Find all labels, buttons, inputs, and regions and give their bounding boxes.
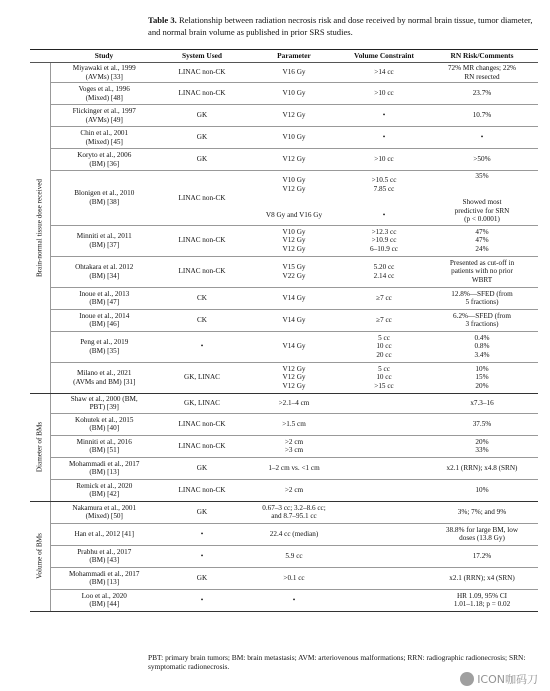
cell-volume	[342, 393, 426, 413]
table-row	[30, 63, 538, 83]
group-label-cell	[30, 501, 50, 611]
cell-study: Mohammadi et al., 2017 (BM) [13]	[50, 457, 158, 479]
cell-study: Mohammadi et al., 2017 (BM) [13]	[50, 567, 158, 589]
table-row	[30, 393, 538, 413]
cell-parameter: >0.1 cc	[246, 567, 342, 589]
cell-parameter: V10 Gy V12 Gy V8 Gy and V16 Gy	[246, 171, 342, 226]
cell-system: GK	[158, 127, 246, 149]
header-risk: RN Risk/Comments	[426, 50, 538, 63]
cell-parameter: 0.67–3 cc; 3.2–8.6 cc; and 8.7–95.1 cc	[246, 501, 342, 523]
cell-parameter: >2 cm	[246, 479, 342, 501]
cell-risk: x2.1 (RRN); x4 (SRN)	[426, 567, 538, 589]
caption-text: Relationship between radiation necrosis risk and dose received by normal brain tissue, tumor diameter, and normal brain volume as published in prior SRS studies.	[148, 15, 533, 37]
caption-label: Table 3.	[148, 15, 177, 25]
watermark-text: ICON咖码刀	[477, 673, 538, 686]
cell-system: LINAC non-CK	[158, 479, 246, 501]
table-row	[30, 523, 538, 545]
cell-risk: x7.3–16	[426, 393, 538, 413]
cell-study: Inoue et al., 2014 (BM) [46]	[50, 309, 158, 331]
cell-system: GK	[158, 501, 246, 523]
cell-volume	[342, 435, 426, 457]
cell-risk: 37.5%	[426, 413, 538, 435]
header-study: Study	[50, 50, 158, 63]
table-row	[30, 127, 538, 149]
header-volume: Volume Constraint	[342, 50, 426, 63]
cell-system: CK	[158, 309, 246, 331]
table-row	[30, 83, 538, 105]
cell-study: Nakamura et al., 2001 (Mixed) [50]	[50, 501, 158, 523]
cell-volume: >10.5 cc 7.85 cc •	[342, 171, 426, 226]
table-row	[30, 171, 538, 226]
table-header-row	[30, 50, 538, 63]
cell-parameter: V16 Gy	[246, 63, 342, 83]
table-row	[30, 287, 538, 309]
table-row	[30, 413, 538, 435]
cell-parameter: •	[246, 589, 342, 611]
cell-study: Remick et al., 2020 (BM) [42]	[50, 479, 158, 501]
cell-risk: HR 1.09, 95% CI 1.01–1.18; p = 0.02	[426, 589, 538, 611]
table-row	[30, 589, 538, 611]
cell-risk: 0.4% 0.8% 3.4%	[426, 331, 538, 362]
cell-system: •	[158, 545, 246, 567]
srs-table	[30, 49, 538, 612]
cell-risk: 35% Showed most predictive for SRN (p < 0.0001)	[426, 171, 538, 226]
cell-study: Voges et al., 1996 (Mixed) [48]	[50, 83, 158, 105]
cell-volume	[342, 457, 426, 479]
cell-system: LINAC non-CK	[158, 63, 246, 83]
cell-risk: 10%	[426, 479, 538, 501]
cell-risk: 17.2%	[426, 545, 538, 567]
cell-study: Ohtakara et al. 2012 (BM) [34]	[50, 256, 158, 287]
cell-system: •	[158, 331, 246, 362]
cell-study: Koryto et al., 2006 (BM) [36]	[50, 149, 158, 171]
cell-system: LINAC non-CK	[158, 83, 246, 105]
cell-volume: 5 cc 10 cc 20 cc	[342, 331, 426, 362]
cell-parameter: V10 Gy	[246, 127, 342, 149]
cell-volume: •	[342, 105, 426, 127]
table-row	[30, 149, 538, 171]
cell-study: Milano et al., 2021 (AVMs and BM) [31]	[50, 362, 158, 393]
cell-system: •	[158, 589, 246, 611]
cell-volume: >10 cc	[342, 83, 426, 105]
cell-study: Minniti et al., 2011 (BM) [37]	[50, 225, 158, 256]
group-label-cell	[30, 393, 50, 501]
table-row	[30, 362, 538, 393]
cell-risk: 47% 47% 24%	[426, 225, 538, 256]
table-body	[30, 63, 538, 612]
cell-study: Chin et al., 2001 (Mixed) [45]	[50, 127, 158, 149]
cell-volume: ≥7 cc	[342, 309, 426, 331]
cell-risk: 10.7%	[426, 105, 538, 127]
group-label-cell	[30, 63, 50, 394]
table-row	[30, 501, 538, 523]
cell-volume	[342, 567, 426, 589]
cell-volume: ≥7 cc	[342, 287, 426, 309]
cell-volume: •	[342, 127, 426, 149]
group-label: Diameter of BMs	[35, 422, 44, 473]
cell-risk: x2.1 (RRN); x4.8 (SRN)	[426, 457, 538, 479]
cell-volume: >14 cc	[342, 63, 426, 83]
table-row	[30, 331, 538, 362]
table-row	[30, 256, 538, 287]
cell-volume: >12.3 cc >10.9 cc 6–10.9 cc	[342, 225, 426, 256]
cell-parameter: V14 Gy	[246, 309, 342, 331]
cell-study: Shaw et al., 2000 (BM, PBT) [39]	[50, 393, 158, 413]
table-row	[30, 567, 538, 589]
watermark	[460, 671, 538, 687]
cell-risk: 3%; 7%; and 9%	[426, 501, 538, 523]
table-row	[30, 435, 538, 457]
table-caption	[148, 14, 538, 38]
cell-study: Inoue et al., 2013 (BM) [47]	[50, 287, 158, 309]
cell-system: LINAC non-CK	[158, 413, 246, 435]
cell-parameter: V12 Gy V12 Gy V12 Gy	[246, 362, 342, 393]
table-row	[30, 309, 538, 331]
wechat-icon	[460, 672, 474, 686]
cell-volume	[342, 479, 426, 501]
cell-risk: 38.8% for large BM, low doses (13.8 Gy)	[426, 523, 538, 545]
cell-system: •	[158, 523, 246, 545]
cell-system: GK, LINAC	[158, 362, 246, 393]
cell-study: Miyawaki et al., 1999 (AVMs) [33]	[50, 63, 158, 83]
cell-study: Blonigen et al., 2010 (BM) [38]	[50, 171, 158, 226]
cell-volume	[342, 501, 426, 523]
cell-risk: >50%	[426, 149, 538, 171]
cell-parameter: 1–2 cm vs. <1 cm	[246, 457, 342, 479]
cell-parameter: >2 cm >3 cm	[246, 435, 342, 457]
cell-parameter: V15 Gy V22 Gy	[246, 256, 342, 287]
cell-volume	[342, 413, 426, 435]
cell-system: GK	[158, 457, 246, 479]
cell-volume	[342, 589, 426, 611]
cell-system: GK, LINAC	[158, 393, 246, 413]
table-footnote: PBT: primary brain tumors; BM: brain metastasis; AVM: arteriovenous malformations; RRN: radiographic radionecrosis; SRN: symptomatic radionecrosis.	[148, 653, 526, 671]
cell-system: GK	[158, 149, 246, 171]
cell-volume	[342, 523, 426, 545]
cell-parameter: V12 Gy	[246, 105, 342, 127]
group-label: Volume of BMs	[35, 533, 44, 580]
cell-volume: 5 cc 10 cc >15 cc	[342, 362, 426, 393]
cell-system: GK	[158, 105, 246, 127]
cell-study: Prabhu et al., 2017 (BM) [43]	[50, 545, 158, 567]
cell-study: Flickinger et al., 1997 (AVMs) [49]	[50, 105, 158, 127]
cell-system: LINAC non-CK	[158, 225, 246, 256]
cell-system: CK	[158, 287, 246, 309]
cell-study: Loo et al., 2020 (BM) [44]	[50, 589, 158, 611]
cell-parameter: V10 Gy V12 Gy V12 Gy	[246, 225, 342, 256]
cell-risk: 12.8%—SFED (from 5 fractions)	[426, 287, 538, 309]
table-row	[30, 479, 538, 501]
cell-risk: •	[426, 127, 538, 149]
group-label: Brain-normal tissue dose received	[35, 178, 44, 277]
cell-risk: Presented as cut-off in patients with no prior WBRT	[426, 256, 538, 287]
cell-parameter: V14 Gy	[246, 331, 342, 362]
header-parameter: Parameter	[246, 50, 342, 63]
cell-risk: 23.7%	[426, 83, 538, 105]
cell-parameter: >2.1–4 cm	[246, 393, 342, 413]
table-row	[30, 457, 538, 479]
cell-parameter: 22.4 cc (median)	[246, 523, 342, 545]
cell-system: LINAC non-CK	[158, 171, 246, 226]
header-system: System Used	[158, 50, 246, 63]
table-row	[30, 105, 538, 127]
cell-risk: 20% 33%	[426, 435, 538, 457]
cell-risk: 10% 15% 20%	[426, 362, 538, 393]
table-row	[30, 225, 538, 256]
cell-parameter: >1.5 cm	[246, 413, 342, 435]
cell-system: LINAC non-CK	[158, 256, 246, 287]
cell-system: GK	[158, 567, 246, 589]
cell-risk: 6.2%—SFED (from 3 fractions)	[426, 309, 538, 331]
cell-parameter: V10 Gy	[246, 83, 342, 105]
cell-study: Han et al., 2012 [41]	[50, 523, 158, 545]
cell-volume: >10 cc	[342, 149, 426, 171]
cell-parameter: 5.9 cc	[246, 545, 342, 567]
cell-volume	[342, 545, 426, 567]
cell-risk: 72% MR changes; 22% RN resected	[426, 63, 538, 83]
cell-system: LINAC non-CK	[158, 435, 246, 457]
cell-parameter: V12 Gy	[246, 149, 342, 171]
cell-volume: 5.20 cc 2.14 cc	[342, 256, 426, 287]
cell-study: Peng et al., 2019 (BM) [35]	[50, 331, 158, 362]
table-row	[30, 545, 538, 567]
cell-study: Kohutek et al., 2015 (BM) [40]	[50, 413, 158, 435]
cell-parameter: V14 Gy	[246, 287, 342, 309]
cell-study: Minniti et al., 2016 (BM) [51]	[50, 435, 158, 457]
